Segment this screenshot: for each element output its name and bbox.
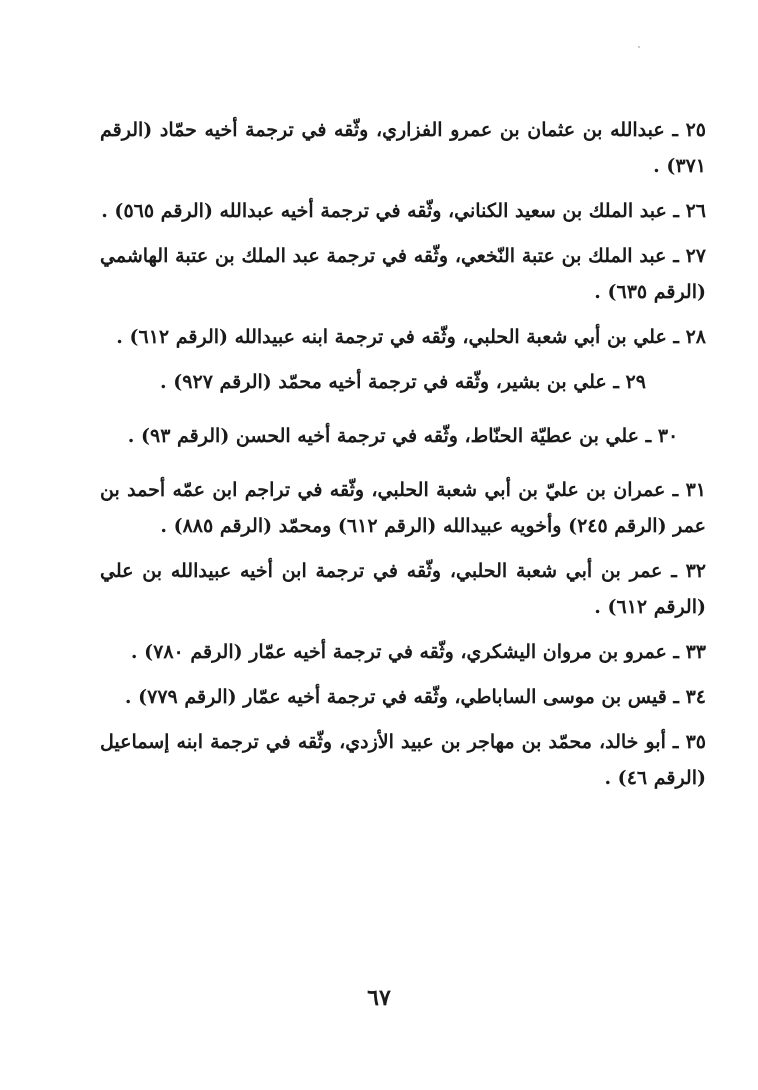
entry-27: ٢٧ ـ عبد الملك بن عتبة النّخعي، وثّقه في ترجمة عبد الملك بن عتبة الهاشمي (الرقم ٦٣٥) . <box>100 245 706 303</box>
entry-26: ٢٦ ـ عبد الملك بن سعيد الكناني، وثّقه في ترجمة أخيه عبدالله (الرقم ٥٦٥) . <box>101 200 706 222</box>
page-speck <box>638 46 640 48</box>
entry-29: ٢٩ ـ علي بن بشير، وثّقه في ترجمة أخيه محمّد (الرقم ٩٢٧) . <box>160 371 646 393</box>
entry-33: ٣٣ ـ عمرو بن مروان اليشكري، وثّقه في ترجمة أخيه عمّار (الرقم ٧٨٠) . <box>130 641 706 663</box>
entries-list <box>100 112 706 805</box>
entry-32: ٣٢ ـ عمر بن أبي شعبة الحلبي، وثّقه في ترجمة ابن أخيه عبيدالله بن علي (الرقم ٦١٢) . <box>100 560 706 618</box>
entry-30: ٣٠ ـ علي بن عطيّة الحنّاط، وثّقه في ترجمة أخيه الحسن (الرقم ٩٣) . <box>127 425 679 447</box>
entry-28: ٢٨ ـ علي بن أبي شعبة الحلبي، وثّقه في ترجمة ابنه عبيدالله (الرقم ٦١٢) . <box>116 326 706 348</box>
entry-35: ٣٥ ـ أبو خالد، محمّد بن مهاجر بن عبيد الأزدي، وثّقه في ترجمة ابنه إسماعيل (الرقم ٤٦) . <box>100 731 706 789</box>
page-number: ٦٧ <box>367 985 391 1011</box>
entry-34: ٣٤ ـ قيس بن موسى الساباطي، وثّقه في ترجمة أخيه عمّار (الرقم ٧٧٩) . <box>124 686 706 708</box>
entry-25: ٢٥ ـ عبدالله بن عثمان بن عمرو الفزاري، وثّقه في ترجمة أخيه حمّاد (الرقم ٣٧١) . <box>100 119 706 177</box>
entry-31: ٣١ ـ عمران بن عليّ بن أبي شعبة الحلبي، وثّقه في تراجم ابن عمّه أحمد بن عمر (الرقم ٢٤٥) وأخويه عبيدالله (الرقم ٦١٢) ومحمّد (الرقم ٨٨٥) . <box>100 479 706 537</box>
